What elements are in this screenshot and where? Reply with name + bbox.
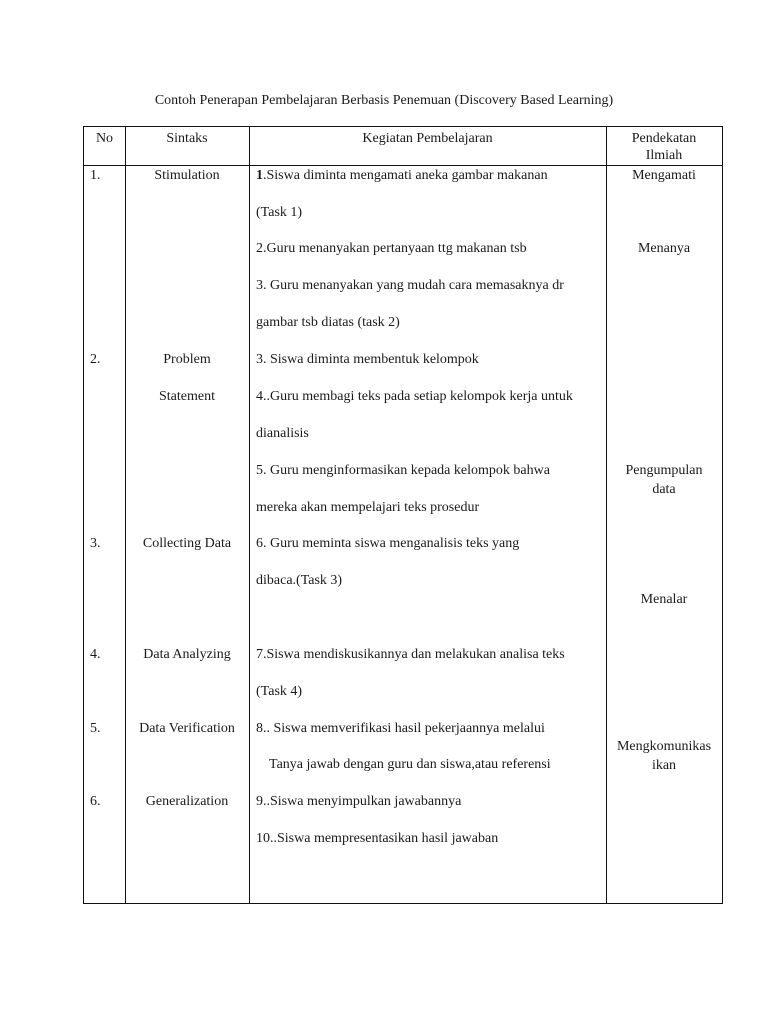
kegiatan-line: 7.Siswa mendiskusikannya dan melakukan analisa teks (256, 647, 565, 662)
sintaks-problem-line1: Problem (163, 352, 211, 367)
row-number: 2. (90, 352, 101, 367)
kegiatan-line: Tanya jawab dengan guru dan siswa,atau referensi (269, 757, 551, 772)
row-number: 5. (90, 721, 101, 736)
kegiatan-line: dianalisis (256, 426, 309, 441)
header-kegiatan: Kegiatan Pembelajaran (362, 131, 493, 146)
sintaks-data-verification: Data Verification (139, 721, 235, 736)
header-no: No (95, 131, 114, 146)
kegiatan-line: gambar tsb diatas (task 2) (256, 315, 400, 330)
kegiatan-line (256, 167, 548, 184)
header-divider (84, 165, 722, 166)
kegiatan-line: 2.Guru menanyakan pertanyaan ttg makanan tsb (256, 241, 527, 256)
header-pendekatan-line1: Pendekatan (631, 131, 697, 146)
learning-table (83, 126, 723, 904)
kegiatan-line: 9..Siswa menyimpulkan jawabannya (256, 794, 462, 809)
kegiatan-line: dibaca.(Task 3) (256, 573, 343, 588)
pendekatan-menalar: Menalar (640, 592, 688, 607)
pendekatan-pengumpulan-line1: Pengumpulan (625, 463, 703, 478)
row-number: 4. (90, 647, 101, 662)
kegiatan-step-number: 1 (256, 168, 263, 183)
header-sintaks: Sintaks (166, 131, 208, 146)
kegiatan-line: 3. Guru menanyakan yang mudah cara memasaknya dr (256, 278, 564, 293)
column-divider (249, 127, 250, 903)
kegiatan-line: mereka akan mempelajari teks prosedur (256, 500, 480, 515)
document-title: Contoh Penerapan Pembelajaran Berbasis Penemuan (Discovery Based Learning) (154, 93, 614, 108)
kegiatan-line: 10..Siswa mempresentasikan hasil jawaban (256, 831, 499, 846)
pendekatan-mengkomunikasikan-line2: ikan (651, 758, 677, 773)
pendekatan-menanya: Menanya (637, 241, 691, 256)
kegiatan-line: 5. Guru menginformasikan kepada kelompok bahwa (256, 463, 550, 478)
row-number: 3. (90, 536, 101, 551)
sintaks-collecting-data: Collecting Data (142, 536, 232, 551)
row-number: 1. (90, 168, 101, 183)
sintaks-problem-line2: Statement (159, 389, 215, 404)
kegiatan-text: .Siswa diminta mengamati aneka gambar makanan (263, 168, 548, 183)
sintaks-stimulation: Stimulation (154, 168, 220, 183)
sintaks-generalization: Generalization (145, 794, 229, 809)
pendekatan-mengamati: Mengamati (632, 168, 696, 183)
row-number: 6. (90, 794, 101, 809)
sintaks-data-analyzing: Data Analyzing (143, 647, 231, 662)
kegiatan-line: 6. Guru meminta siswa menganalisis teks yang (256, 536, 520, 551)
pendekatan-pengumpulan-line2: data (652, 482, 676, 497)
kegiatan-line: 4..Guru membagi teks pada setiap kelompok kerja untuk (256, 389, 573, 404)
pendekatan-mengkomunikasikan-line1: Mengkomunikas (616, 739, 712, 754)
kegiatan-line: 3. Siswa diminta membentuk kelompok (256, 352, 479, 367)
column-divider (125, 127, 126, 903)
kegiatan-line: 8.. Siswa memverifikasi hasil pekerjaannya melalui (256, 721, 545, 736)
kegiatan-line: (Task 1) (256, 205, 303, 220)
kegiatan-line: (Task 4) (256, 684, 303, 699)
header-pendekatan-line2: Ilmiah (645, 148, 683, 163)
